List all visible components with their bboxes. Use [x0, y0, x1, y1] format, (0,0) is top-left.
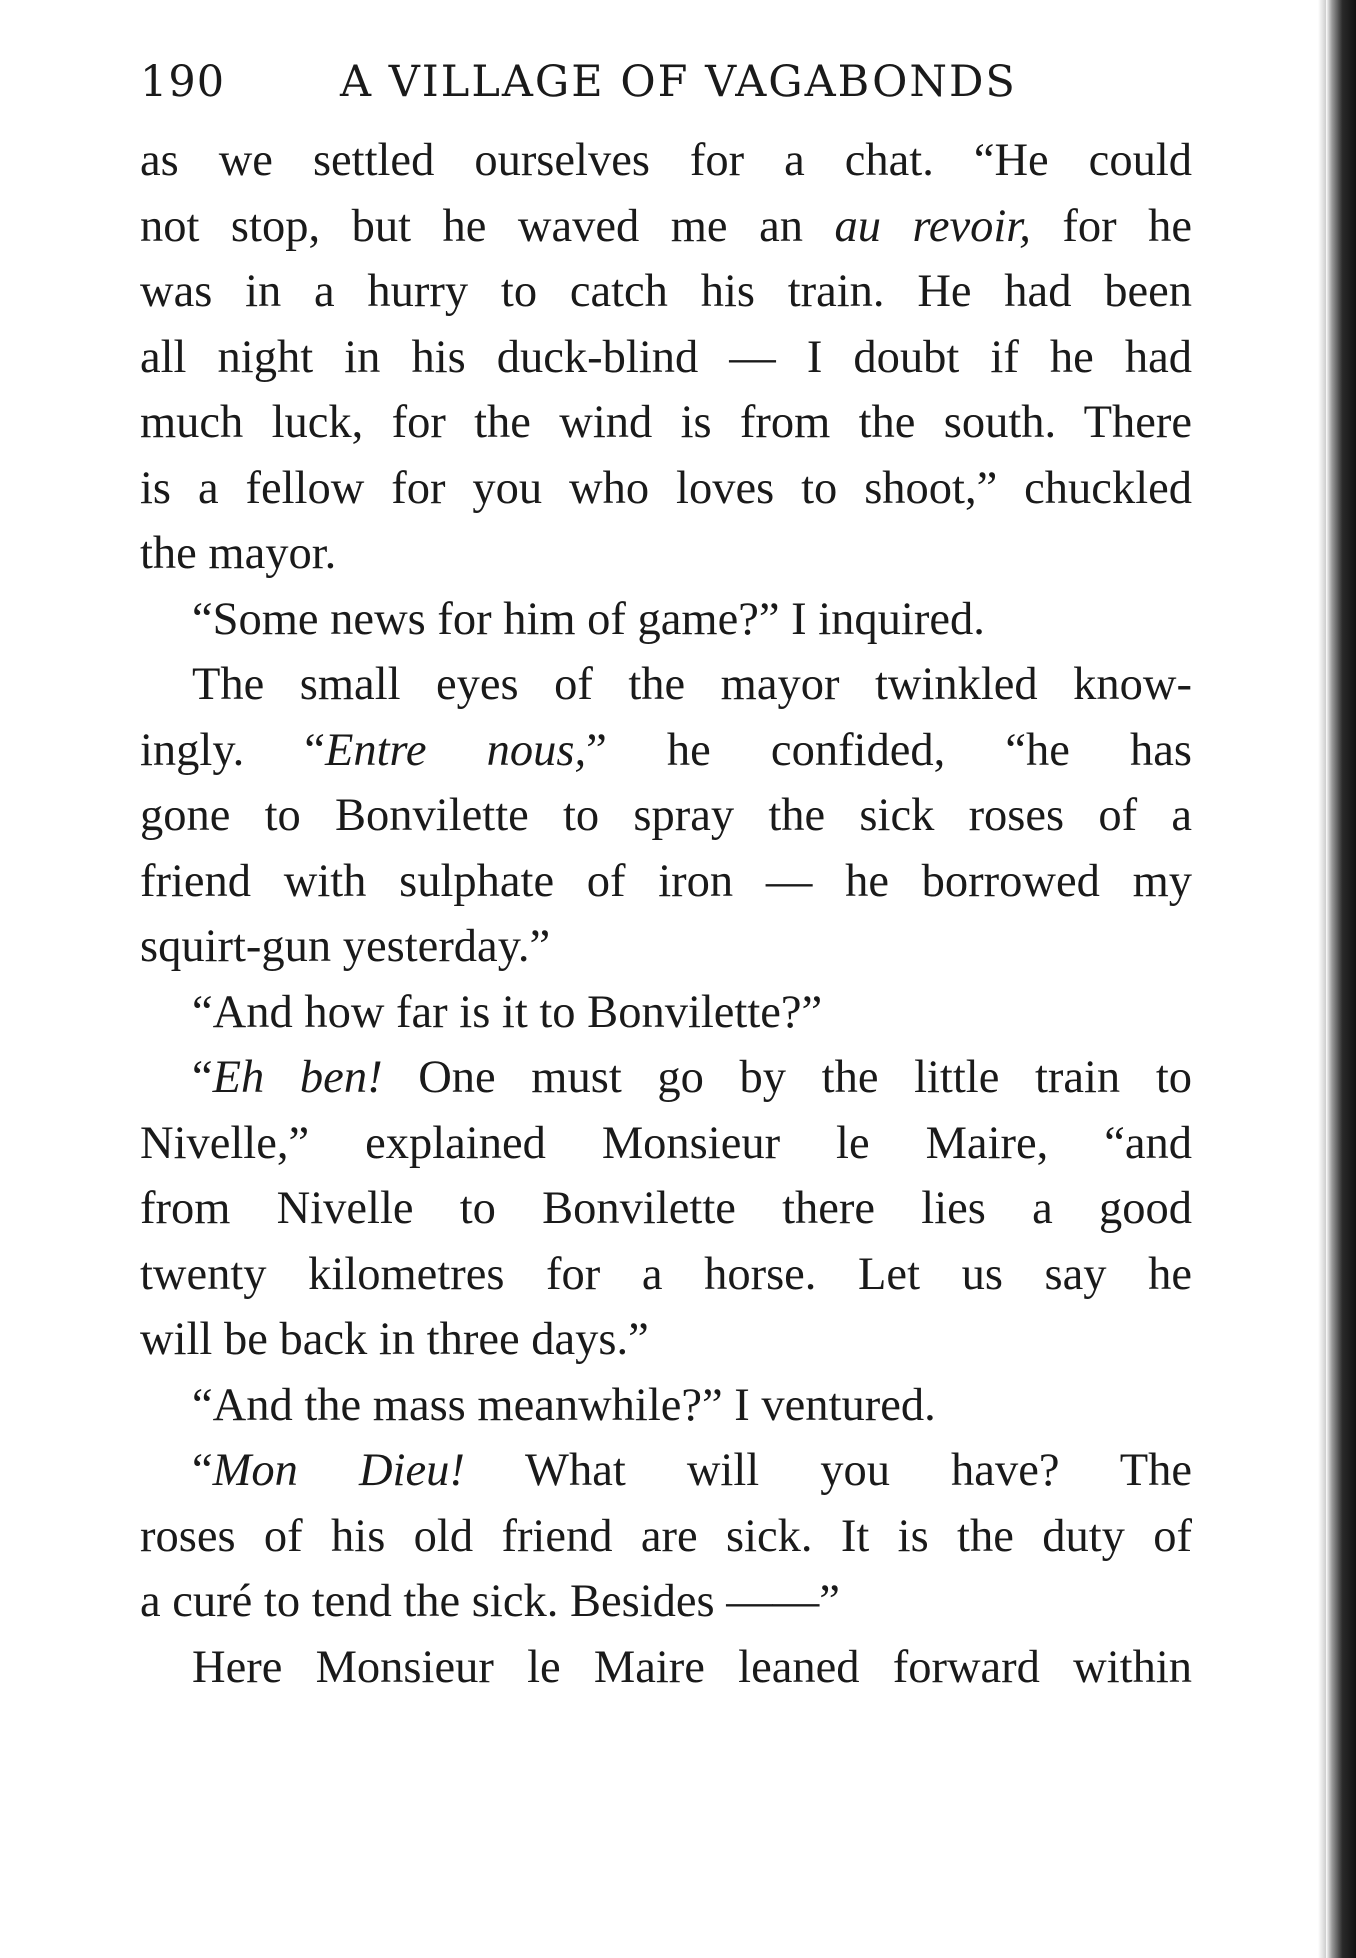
- text-line-9: The small eyes of the mayor twinkled know-: [192, 659, 1192, 710]
- text-segment: ingly. “: [140, 724, 325, 776]
- page-number: 190: [140, 57, 226, 107]
- text-line-20: “And the mass meanwhile?” I ventured.: [192, 1379, 936, 1431]
- text-line-7: the mayor.: [140, 528, 337, 579]
- book-spine-edge: [1326, 0, 1356, 1958]
- italic-phrase: Eh ben!: [212, 1052, 383, 1103]
- text-line-1: as we settled ourselves for a chat. “He could: [140, 135, 1192, 186]
- text-line-17: from Nivelle to Bonvilette there lies a good: [140, 1183, 1192, 1234]
- italic-phrase: Mon Dieu!: [212, 1445, 465, 1496]
- text-line-15: [140, 1045, 1192, 1111]
- text-line-4: all night in his duck-blind — I doubt if he had: [140, 331, 1192, 383]
- text-line-8: “Some news for him of game?” I inquired.: [192, 593, 985, 645]
- text-line-21: [140, 1438, 1192, 1504]
- text-line-11: gone to Bonvilette to spray the sick roses of a: [140, 790, 1192, 841]
- text-segment: ” he confided, “he has: [586, 724, 1192, 776]
- text-segment: “: [192, 1445, 213, 1496]
- text-line-16: Nivelle,” explained Monsieur le Maire, “and: [140, 1117, 1192, 1169]
- page-gutter-shadow: [1318, 0, 1326, 1958]
- text-line-23: a curé to tend the sick. Besides ——”: [140, 1576, 840, 1627]
- text-line-14: “And how far is it to Bonvilette?”: [192, 986, 823, 1038]
- text-line-6: is a fellow for you who loves to shoot,” chuckled: [140, 462, 1192, 514]
- body-text: [140, 128, 1192, 1700]
- text-line-22: roses of his old friend are sick. It is the duty of: [140, 1510, 1192, 1562]
- text-line-3: was in a hurry to catch his train. He had been: [140, 266, 1192, 317]
- running-head: [140, 52, 1190, 112]
- text-line-2: [140, 194, 1192, 260]
- book-title: A VILLAGE OF VAGABONDS: [340, 57, 1017, 107]
- italic-phrase: au revoir,: [834, 200, 1031, 252]
- text-line-13: squirt-gun yesterday.”: [140, 921, 551, 972]
- text-segment: One must go by the little train to: [382, 1052, 1192, 1103]
- text-line-12: friend with sulphate of iron — he borrowed my: [140, 855, 1192, 907]
- text-line-19: will be back in three days.”: [140, 1314, 649, 1365]
- text-line-24: Here Monsieur le Maire leaned forward within: [192, 1641, 1192, 1693]
- text-segment: “: [192, 1052, 213, 1103]
- text-line-18: twenty kilometres for a horse. Let us say he: [140, 1248, 1192, 1300]
- text-segment: What will you have? The: [464, 1445, 1192, 1496]
- text-line-5: much luck, for the wind is from the south. There: [140, 397, 1192, 448]
- italic-phrase: Entre nous,: [324, 724, 587, 776]
- text-segment: for he: [1030, 200, 1192, 252]
- text-segment: not stop, but he waved me an: [140, 200, 835, 252]
- text-line-10: [140, 718, 1192, 784]
